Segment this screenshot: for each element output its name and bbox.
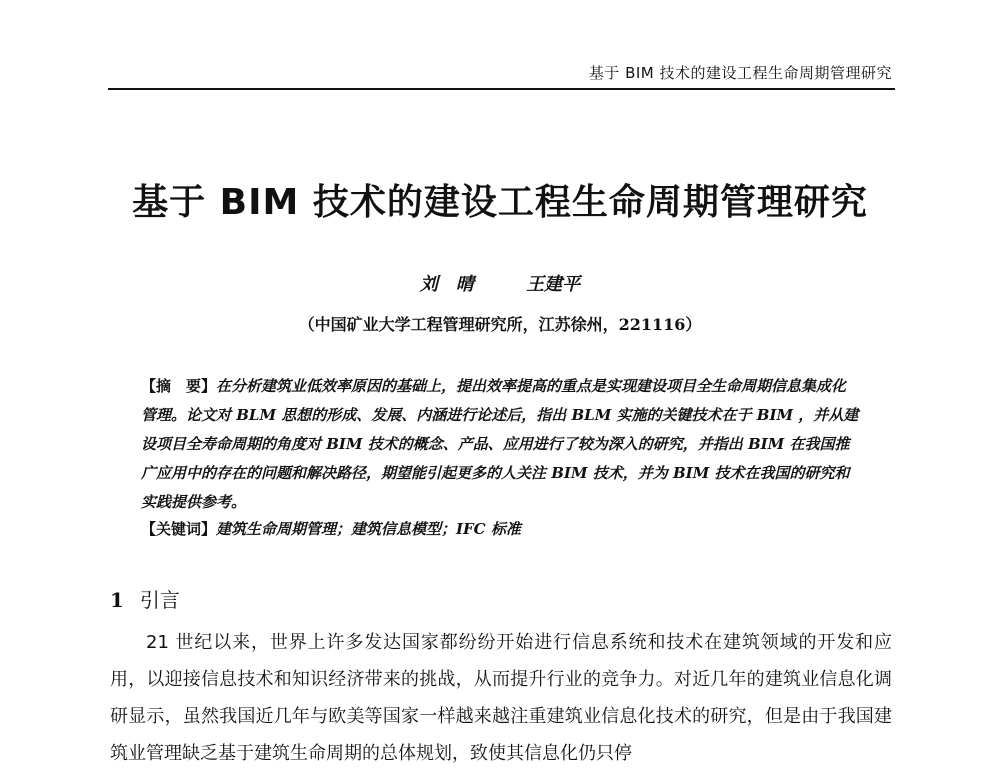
abstract xyxy=(141,372,861,517)
keywords xyxy=(141,518,861,539)
keywords-text: 建筑生命周期管理；建筑信息模型；IFC 标准 xyxy=(216,520,521,538)
abstract-label: 【摘 要】 xyxy=(141,377,217,395)
section-number: 1 xyxy=(110,588,124,612)
abstract-text: 在分析建筑业低效率原因的基础上，提出效率提高的重点是实现建设项目全生命周期信息集成化管理。论文对 BLM 思想的形成、发展、内涵进行论述后，指出 BLM 实施的关键技术在于 BIM ，并从建设项目全寿命周期的角度对 BIM 技术的概念、产品、应用进行了较为深入的研究，并指出 BIM 在我国推广应用中的存在的问题和解决路径，期望能引起更多的人关注 BIM 技术，并为 BIM 技术在我国的研究和实践提供参考。 xyxy=(141,377,859,511)
body-paragraph: 21 世纪以来，世界上许多发达国家都纷纷开始进行信息系统和技术在建筑领域的开发和应用，以迎接信息技术和知识经济带来的挑战，从而提升行业的竞争力。对近几年的建筑业信息化调研显示，虽然我国近几年与欧美等国家一样越来越注重建筑业信息化技术的研究，但是由于我国建筑业管理缺乏基于建筑生命周期的总体规划，致使其信息化仍只停 xyxy=(110,632,892,764)
paper-title: 基于 BIM 技术的建设工程生命周期管理研究 xyxy=(132,182,868,223)
keywords-label: 【关键词】 xyxy=(141,520,217,538)
header-rule xyxy=(108,88,895,90)
author-name: 刘 晴 xyxy=(419,274,474,295)
running-head: 基于 BIM 技术的建设工程生命周期管理研究 xyxy=(588,64,892,82)
author-name: 王建平 xyxy=(526,274,581,295)
section-heading xyxy=(110,584,180,613)
affiliation: （中国矿业大学工程管理研究所，江苏徐州，221116） xyxy=(298,315,702,334)
section-title: 引言 xyxy=(139,588,180,612)
authors xyxy=(0,270,1000,296)
